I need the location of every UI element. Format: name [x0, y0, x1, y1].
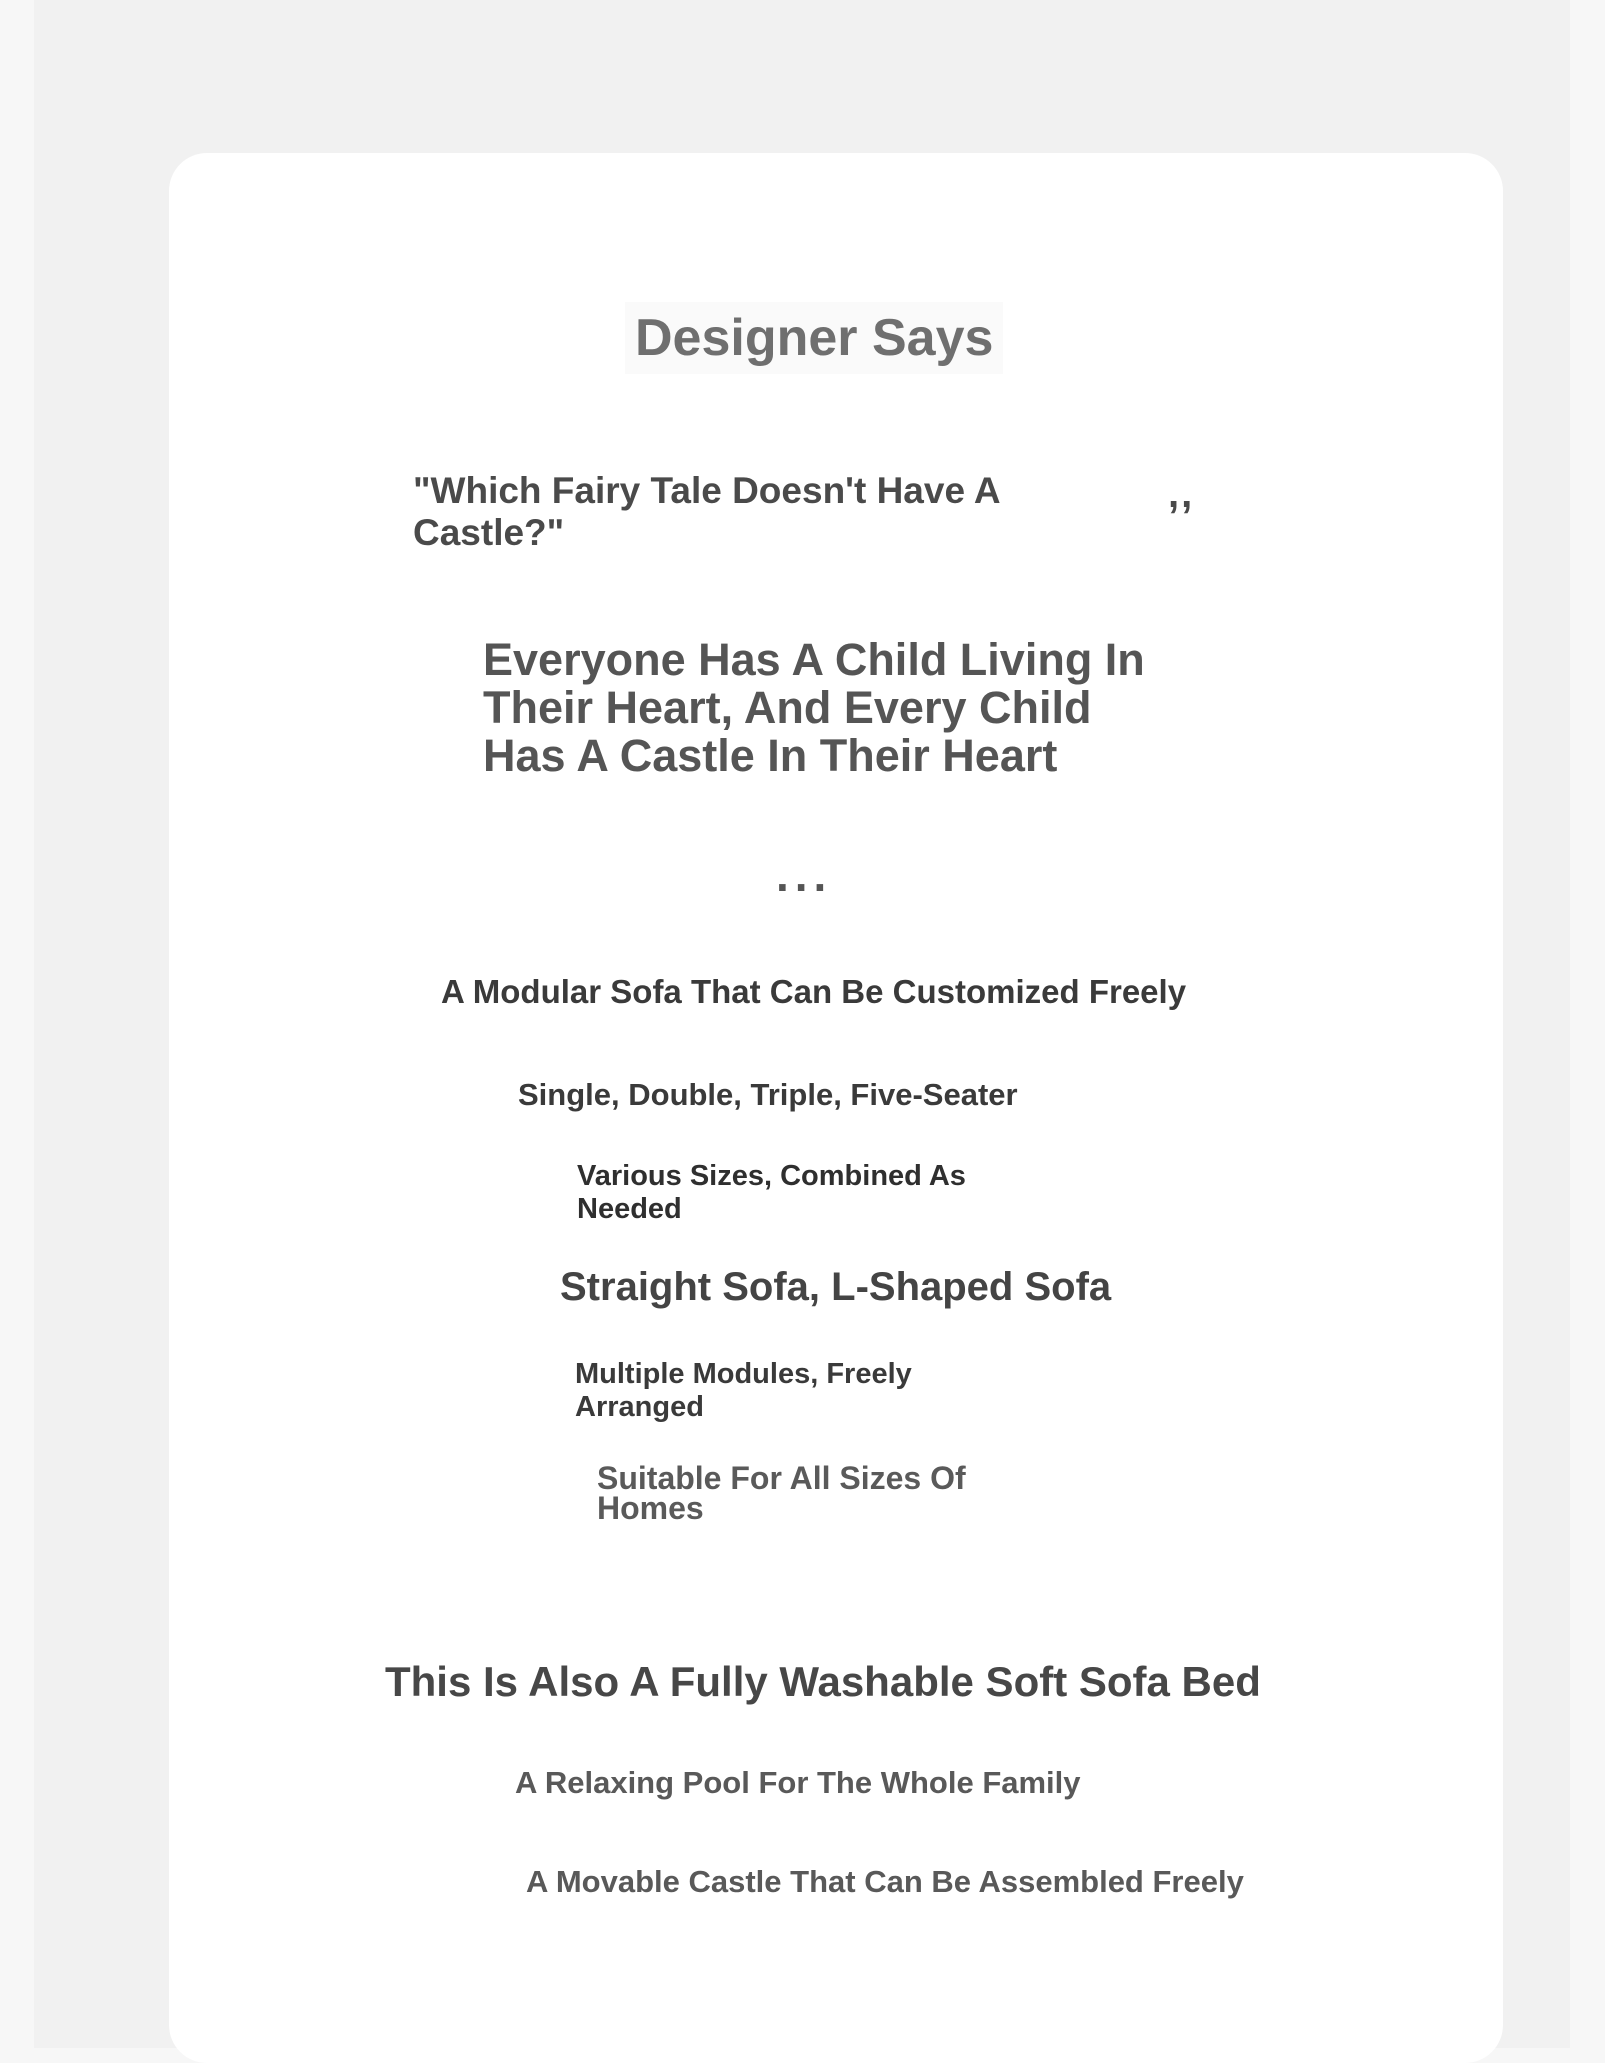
feature-modular: A Modular Sofa That Can Be Customized Freely [441, 973, 1187, 1010]
feature-sizes: Various Sizes, Combined As Needed [577, 1160, 966, 1225]
ellipsis-divider: ... [776, 849, 833, 901]
closing-quote-mark: ,, [1168, 472, 1195, 516]
section-title: Designer Says [625, 302, 1003, 374]
lead-statement: Everyone Has A Child Living In Their Heart, And Every Child Has A Castle In Their Heart [483, 634, 1145, 781]
sofa-bed-title: This Is Also A Fully Washable Soft Sofa Bed [385, 1658, 1261, 1705]
sofa-bed-pool: A Relaxing Pool For The Whole Family [515, 1765, 1081, 1800]
feature-modules: Multiple Modules, Freely Arranged [575, 1358, 912, 1423]
feature-shapes: Straight Sofa, L-Shaped Sofa [560, 1265, 1112, 1309]
sofa-bed-castle: A Movable Castle That Can Be Assembled Freely [526, 1864, 1244, 1899]
feature-homes: Suitable For All Sizes Of Homes [597, 1460, 966, 1526]
feature-seating: Single, Double, Triple, Five-Seater [518, 1077, 1018, 1112]
quote-text: "Which Fairy Tale Doesn't Have A Castle?" [413, 470, 1000, 553]
